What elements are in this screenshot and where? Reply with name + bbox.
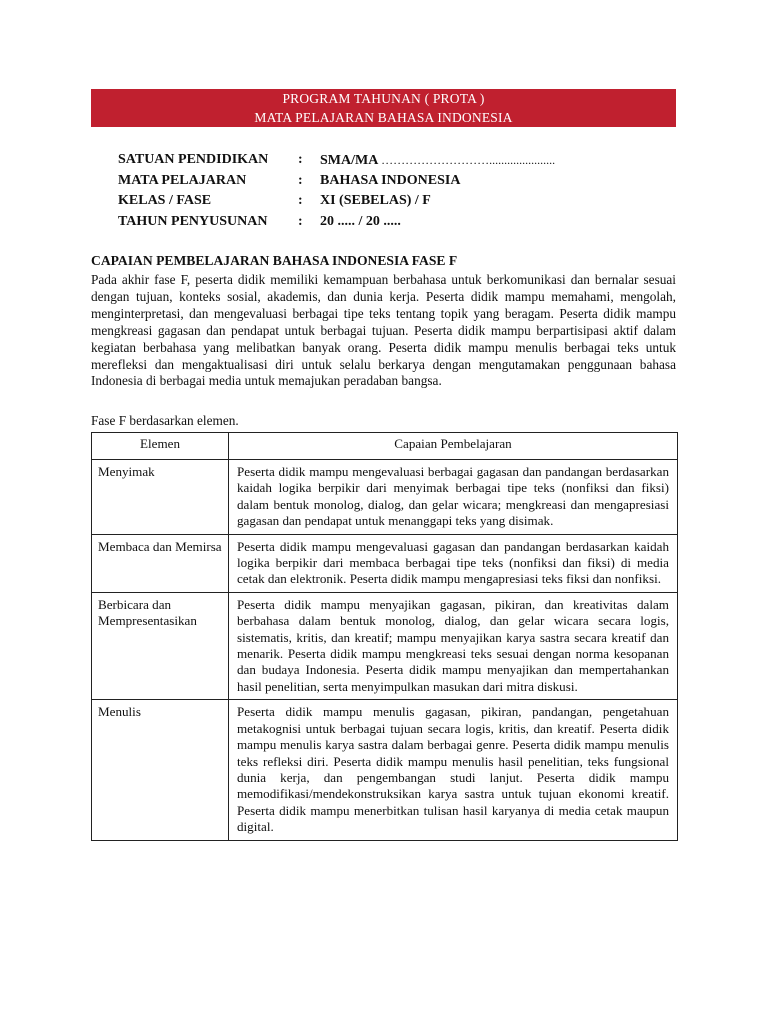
element-cell: Menyimak — [92, 460, 229, 535]
header-elemen: Elemen — [92, 433, 229, 460]
capaian-table — [91, 432, 678, 841]
description-cell: Peserta didik mampu mengevaluasi gagasan dan pandangan berdasarkan kaidah logika berpikir dari membaca berbagai tipe teks (nonfiksi dan fiksi) di media cetak dan elektronik. Peserta didik mampu mengapresiasi teks fiksi dan nonfiksi. — [229, 534, 678, 592]
identity-value: 20 ..... / 20 ..... — [320, 213, 401, 229]
element-cell: Membaca dan Memirsa — [92, 534, 229, 592]
header-capaian: Capaian Pembelajaran — [229, 433, 678, 460]
identity-label: SATUAN PENDIDIKAN — [118, 152, 269, 167]
title-line-1: PROGRAM TAHUNAN ( PROTA ) — [282, 91, 485, 106]
identity-block — [118, 150, 555, 232]
identity-row-class — [118, 191, 555, 212]
identity-label: TAHUN PENYUSUNAN — [118, 213, 268, 229]
table-caption: Fase F berdasarkan elemen. — [91, 413, 239, 428]
element-cell: Berbicara dan Mempresentasikan — [92, 592, 229, 699]
description-cell: Peserta didik mampu menyajikan gagasan, pikiran, dan kreativitas dalam berbahasa dalam bentuk monolog, dialog, dan gelar wicara secara logis, sistematis, kritis, dan kreatif; mampu menyajikan karya sastra secara kreatif dan menarik. Peserta didik mampu mengkreasi teks sesuai dengan norma kesopanan dan budaya Indonesia. Peserta didik mampu menyajikan dan mempertahankan hasil penelitian, serta menyimpulkan masukan dari mitra diskusi. — [229, 592, 678, 699]
identity-row-school — [118, 150, 555, 171]
table-row — [92, 460, 678, 535]
identity-value: BAHASA INDONESIA — [320, 172, 461, 188]
description-cell: Peserta didik mampu mengevaluasi berbagai gagasan dan pandangan berdasarkan kaidah logika berpikir dari menyimak berbagai tipe teks (nonfiksi dan fiksi) dalam bentuk monolog, dialog, dan gelar wicara; mengkreasi dan mengapresiasi gagasan dan pendapat untuk menanggapi teks yang disimak. — [229, 460, 678, 535]
section-heading: CAPAIAN PEMBELAJARAN BAHASA INDONESIA FASE F — [91, 253, 458, 268]
table-row — [92, 534, 678, 592]
table-row — [92, 592, 678, 699]
title-banner — [91, 89, 676, 127]
identity-colon: : — [298, 213, 303, 229]
identity-label: MATA PELAJARAN — [118, 172, 247, 188]
fill-in-dots: ………………………...................... — [381, 153, 556, 167]
identity-row-subject — [118, 171, 555, 192]
identity-colon: : — [298, 172, 303, 188]
table-row — [92, 700, 678, 840]
identity-colon: : — [298, 152, 303, 167]
identity-label: KELAS / FASE — [118, 193, 212, 208]
identity-value: XI (SEBELAS) / F — [320, 193, 431, 208]
description-cell: Peserta didik mampu menulis gagasan, pikiran, pandangan, pengetahuan metakognisi untuk berbagai tujuan secara logis, kritis, dan kreatif. Peserta didik mampu menulis karya sastra dalam berbagai genre. Peserta didik mampu menulis teks refleksi diri. Peserta didik mampu menulis hasil penelitian, teks fungsional dunia kerja, dan pengembangan studi lanjut. Peserta didik mampu memodifikasi/mendekonstruksikan karya sastra untuk tujuan ekonomi kreatif. Peserta didik mampu menerbitkan tulisan hasil karyanya di media cetak maupun digital. — [229, 700, 678, 840]
identity-colon: : — [298, 193, 303, 208]
element-cell: Menulis — [92, 700, 229, 840]
intro-paragraph: Pada akhir fase F, peserta didik memiliki kemampuan berbahasa untuk berkomunikasi dan bernalar sesuai dengan tujuan, konteks sosial, akademis, dan dunia kerja. Peserta didik mampu memahami, mengolah, menginterpretasi, dan mengevaluasi berbagai tipe teks tentang topik yang beragam. Peserta didik mampu mengkreasi gagasan dan pendapat untuk berbagai tujuan. Peserta didik mampu berpartisipasi aktif dalam kegiatan berbahasa yang melibatkan banyak orang. Peserta didik mampu menulis berbagai teks untuk merefleksi dan mengaktualisasi diri untuk selalu berkarya dengan mengutamakan penggunaan bahasa Indonesia di berbagai media untuk memajukan peradaban bangsa. — [91, 272, 676, 389]
identity-value: SMA/MA ………………………...................... — [320, 153, 556, 168]
table-header-row — [92, 433, 678, 460]
identity-row-year — [118, 212, 555, 233]
title-line-2: MATA PELAJARAN BAHASA INDONESIA — [254, 110, 513, 125]
